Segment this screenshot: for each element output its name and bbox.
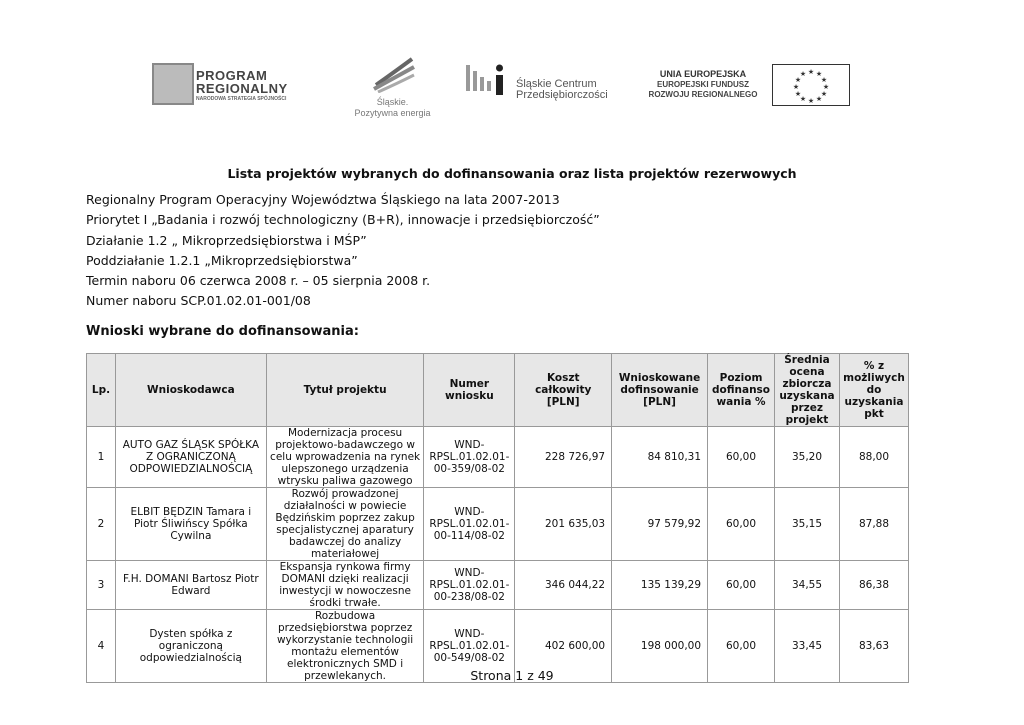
cell-tytul: Modernizacja procesu projektowo-badawczego w celu wprowadzenia na rynek ulepszonego urządzenia wtrysku paliwa gazowego <box>266 427 424 488</box>
cell-numer: WND-RPSL.01.02.01-00-549/08-02 <box>424 610 515 683</box>
cell-lp: 2 <box>87 488 116 561</box>
program-logo-line2: REGIONALNY <box>196 81 288 96</box>
svg-text:★: ★ <box>820 90 828 98</box>
table-row <box>87 427 909 488</box>
eu-flag-icon <box>772 64 850 106</box>
col-header-procent: % z możliwych do uzyskania pkt <box>839 354 908 427</box>
cell-koszt: 201 635,03 <box>515 488 612 561</box>
col-header-ocena: Średnia ocena zbiorcza uzyskana przez projekt <box>775 354 840 427</box>
info-priorytet: Priorytet I „Badania i rozwój technologiczny (B+R), innowacje i przedsiębiorczość” <box>86 212 600 227</box>
col-header-wnioskodawca: Wnioskodawca <box>115 354 266 427</box>
cell-tytul: Rozbudowa przedsiębiorstwa poprzez wykorzystanie technologii montażu elementów elektronicznych SMD i przewlekanych. <box>266 610 424 683</box>
cell-dofinansowanie: 198 000,00 <box>612 610 708 683</box>
cell-poziom: 60,00 <box>708 488 775 561</box>
slaskie-logo-line2: Pozytywna energia <box>354 108 431 118</box>
cell-poziom: 60,00 <box>708 561 775 610</box>
cell-dofinansowanie: 135 139,29 <box>612 561 708 610</box>
svg-text:★: ★ <box>807 97 815 105</box>
cell-lp: 1 <box>87 427 116 488</box>
ue-logo-line3: ROZWOJU REGIONALNEGO <box>648 90 758 99</box>
cell-procent: 87,88 <box>839 488 908 561</box>
page-number: Strona 1 z 49 <box>470 668 554 683</box>
svg-text:★: ★ <box>794 90 802 98</box>
table-header-row <box>87 354 909 427</box>
svg-text:★: ★ <box>799 95 807 103</box>
info-dzialanie: Działanie 1.2 „ Mikroprzedsiębiorstwa i MŚP” <box>86 233 367 248</box>
cell-procent: 83,63 <box>839 610 908 683</box>
ue-logo <box>638 55 848 111</box>
cell-numer: WND-RPSL.01.02.01-00-114/08-02 <box>424 488 515 561</box>
info-poddzialanie: Poddziałanie 1.2.1 „Mikroprzedsiębiorstwa” <box>86 253 358 268</box>
scp-logo-line2: Przedsiębiorczości <box>516 89 608 101</box>
slaskie-logo-line1: Śląskie. <box>376 97 409 107</box>
cell-tytul: Ekspansja rynkowa firmy DOMANI dzięki realizacji inwestycji w nowoczesne środki trwałe. <box>266 561 424 610</box>
program-logo-line1: PROGRAM <box>196 68 268 83</box>
col-header-dofinansowanie: Wnioskowane dofinsowanie [PLN] <box>612 354 708 427</box>
cell-wnioskodawca: F.H. DOMANI Bartosz Piotr Edward <box>115 561 266 610</box>
ue-logo-line2: EUROPEJSKI FUNDUSZ <box>656 80 749 89</box>
scp-logo <box>462 55 622 111</box>
ue-logo-line1: UNIA EUROPEJSKA <box>659 69 747 79</box>
cell-koszt: 346 044,22 <box>515 561 612 610</box>
wing-icon <box>368 55 418 93</box>
page-title: Lista projektów wybranych do dofinansowania oraz lista projektów rezerwowych <box>227 166 797 181</box>
col-header-numer: Numer wniosku <box>424 354 515 427</box>
cell-numer: WND-RPSL.01.02.01-00-238/08-02 <box>424 561 515 610</box>
bars-icon <box>464 61 508 99</box>
cell-wnioskodawca: Dysten spółka z ograniczoną odpowiedzialnością <box>115 610 266 683</box>
table-row <box>87 488 909 561</box>
cell-wnioskodawca: ELBIT BĘDZIN Tamara i Piotr Śliwińscy Spółka Cywilna <box>115 488 266 561</box>
svg-text:★: ★ <box>820 76 828 84</box>
cell-procent: 88,00 <box>839 427 908 488</box>
section-heading: Wnioski wybrane do dofinansowania: <box>86 324 359 339</box>
cell-poziom: 60,00 <box>708 610 775 683</box>
svg-text:★: ★ <box>807 68 815 76</box>
cell-koszt: 402 600,00 <box>515 610 612 683</box>
col-header-lp: Lp. <box>87 354 116 427</box>
cell-wnioskodawca: AUTO GAZ ŚLĄSK SPÓŁKA Z OGRANICZONĄ ODPOWIEDZIALNOŚCIĄ <box>115 427 266 488</box>
svg-text:★: ★ <box>792 83 800 91</box>
cell-ocena: 33,45 <box>775 610 840 683</box>
svg-text:★: ★ <box>815 95 823 103</box>
cell-ocena: 35,20 <box>775 427 840 488</box>
cell-procent: 86,38 <box>839 561 908 610</box>
cell-numer: WND-RPSL.01.02.01-00-359/08-02 <box>424 427 515 488</box>
info-program: Regionalny Program Operacyjny Województwa Śląskiego na lata 2007-2013 <box>86 192 560 207</box>
flag-icon <box>152 63 194 105</box>
slaskie-logo <box>345 55 440 118</box>
scp-logo-line1: Śląskie Centrum <box>516 78 597 90</box>
program-logo-line3: NARODOWA STRATEGIA SPÓJNOŚCI <box>196 96 287 102</box>
projects-table <box>86 353 909 683</box>
info-termin: Termin naboru 06 czerwca 2008 r. – 05 sierpnia 2008 r. <box>86 273 431 288</box>
cell-ocena: 34,55 <box>775 561 840 610</box>
col-header-koszt: Koszt całkowity [PLN] <box>515 354 612 427</box>
info-numer-naboru: Numer naboru SCP.01.02.01-001/08 <box>86 293 311 308</box>
col-header-poziom: Poziom dofinanso wania % <box>708 354 775 427</box>
cell-lp: 3 <box>87 561 116 610</box>
cell-dofinansowanie: 84 810,31 <box>612 427 708 488</box>
cell-ocena: 35,15 <box>775 488 840 561</box>
cell-poziom: 60,00 <box>708 427 775 488</box>
program-regionalny-logo <box>150 55 320 111</box>
cell-lp: 4 <box>87 610 116 683</box>
cell-koszt: 228 726,97 <box>515 427 612 488</box>
svg-text:★: ★ <box>822 83 830 91</box>
table-row <box>87 561 909 610</box>
svg-text:★: ★ <box>815 70 823 78</box>
logo-bar <box>150 55 850 118</box>
cell-tytul: Rozwój prowadzonej działalności w powiecie Będzińskim poprzez zakup specjalistycznej aparatury badawczej do analizy materiałowej <box>266 488 424 561</box>
svg-text:★: ★ <box>794 76 802 84</box>
col-header-tytul: Tytuł projektu <box>266 354 424 427</box>
svg-text:★: ★ <box>799 70 807 78</box>
cell-dofinansowanie: 97 579,92 <box>612 488 708 561</box>
